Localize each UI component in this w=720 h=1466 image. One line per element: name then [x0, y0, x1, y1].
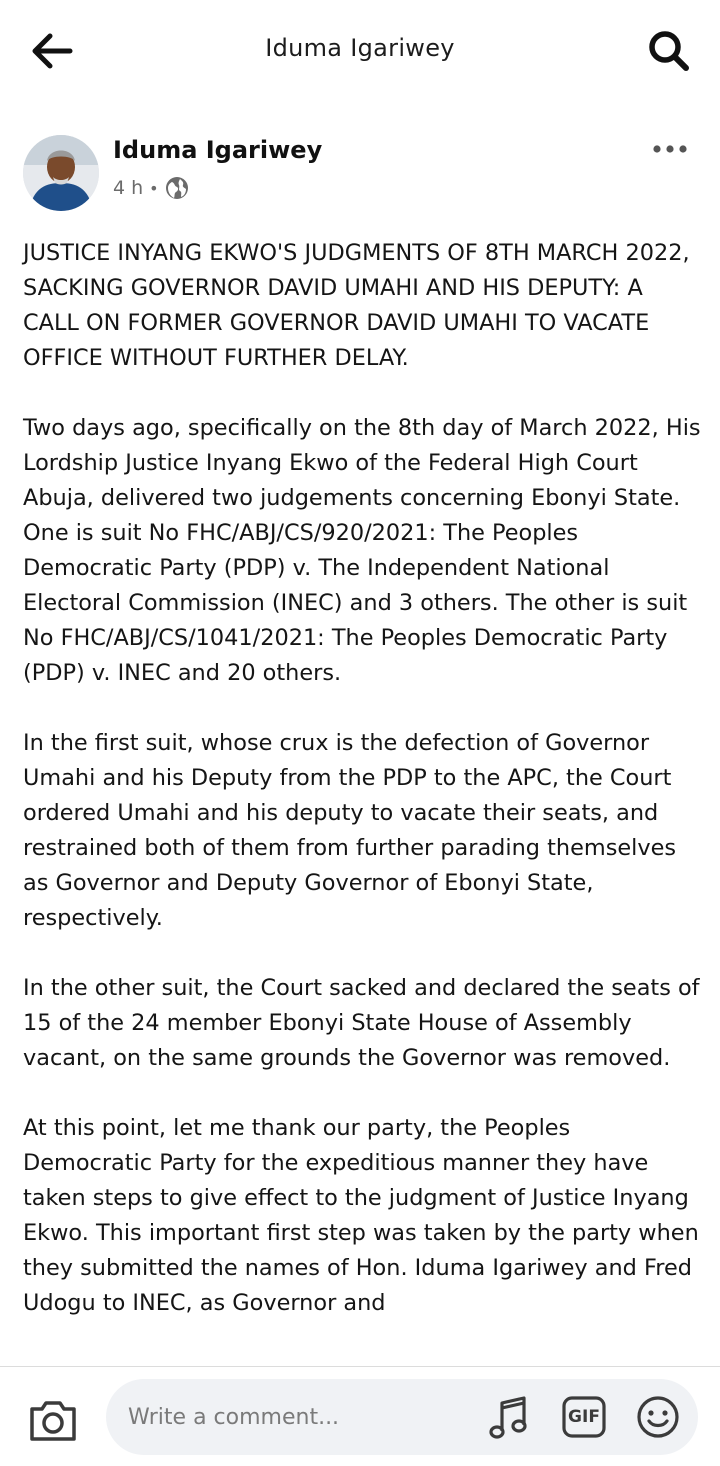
more-options-button[interactable] — [650, 138, 690, 160]
post-meta — [113, 174, 189, 202]
top-app-bar — [0, 0, 720, 104]
post-paragraph: In the first suit, whose crux is the defection of Governor Umahi and his Deputy from the PDP to the APC, the Court ordered Umahi and his deputy to vacate their seats, and restrained both of them from further parading themselves as Governor and Deputy Governor of Ebonyi State, respectively. — [23, 730, 677, 931]
emoji-button[interactable] — [636, 1395, 680, 1439]
gif-label: GIF — [568, 1407, 600, 1427]
author-name[interactable]: Iduma Igariwey — [113, 136, 323, 164]
more-dots-icon — [650, 138, 690, 160]
avatar[interactable] — [23, 135, 99, 211]
search-icon — [644, 26, 694, 76]
post-paragraph: In the other suit, the Court sacked and declared the seats of 15 of the 24 member Ebonyi State House of Assembly vacant, on the same grounds the Governor was removed. — [23, 975, 700, 1071]
gif-button[interactable] — [562, 1396, 606, 1438]
search-button[interactable] — [644, 26, 694, 76]
comment-bar — [0, 1366, 720, 1466]
smiley-icon — [636, 1395, 680, 1439]
post-paragraph-title: JUSTICE INYANG EKWO'S JUDGMENTS OF 8TH MARCH 2022, SACKING GOVERNOR DAVID UMAHI AND HIS DEPUTY: A CALL ON FORMER GOVERNOR DAVID UMAHI TO VACATE OFFICE WITHOUT FURTHER DELAY. — [23, 240, 690, 371]
globe-icon — [165, 176, 189, 200]
post-text — [23, 236, 703, 1356]
camera-icon — [28, 1397, 78, 1443]
comment-input[interactable] — [128, 1397, 458, 1437]
post-time: 4 h — [113, 177, 144, 199]
post-header — [0, 120, 720, 220]
music-button[interactable] — [488, 1395, 530, 1441]
meta-separator: • — [149, 178, 159, 198]
post-paragraph: At this point, let me thank our party, the Peoples Democratic Party for the expeditious manner they have taken steps to give effect to the judgment of Justice Inyang Ekwo. This important first step was taken by the party when they submitted the names of Hon. Iduma Igariwey and Fred Udogu to INEC, as Governor and — [23, 1115, 699, 1316]
music-note-icon — [488, 1395, 530, 1441]
camera-button[interactable] — [28, 1397, 78, 1443]
post-paragraph: Two days ago, specifically on the 8th day of March 2022, His Lordship Justice Inyang Ekwo of the Federal High Court Abuja, delivered two judgements concerning Ebonyi State. One is suit No FHC/ABJ/CS/920/2021: The Peoples Democratic Party (PDP) v. The Independent National Electoral Commission (INEC) and 3 others. The other is suit No FHC/ABJ/CS/1041/2021: The Peoples Democratic Party (PDP) v. INEC and 20 others. — [23, 415, 701, 686]
comment-box — [106, 1379, 698, 1455]
page-title: Iduma Igariwey — [265, 34, 455, 62]
